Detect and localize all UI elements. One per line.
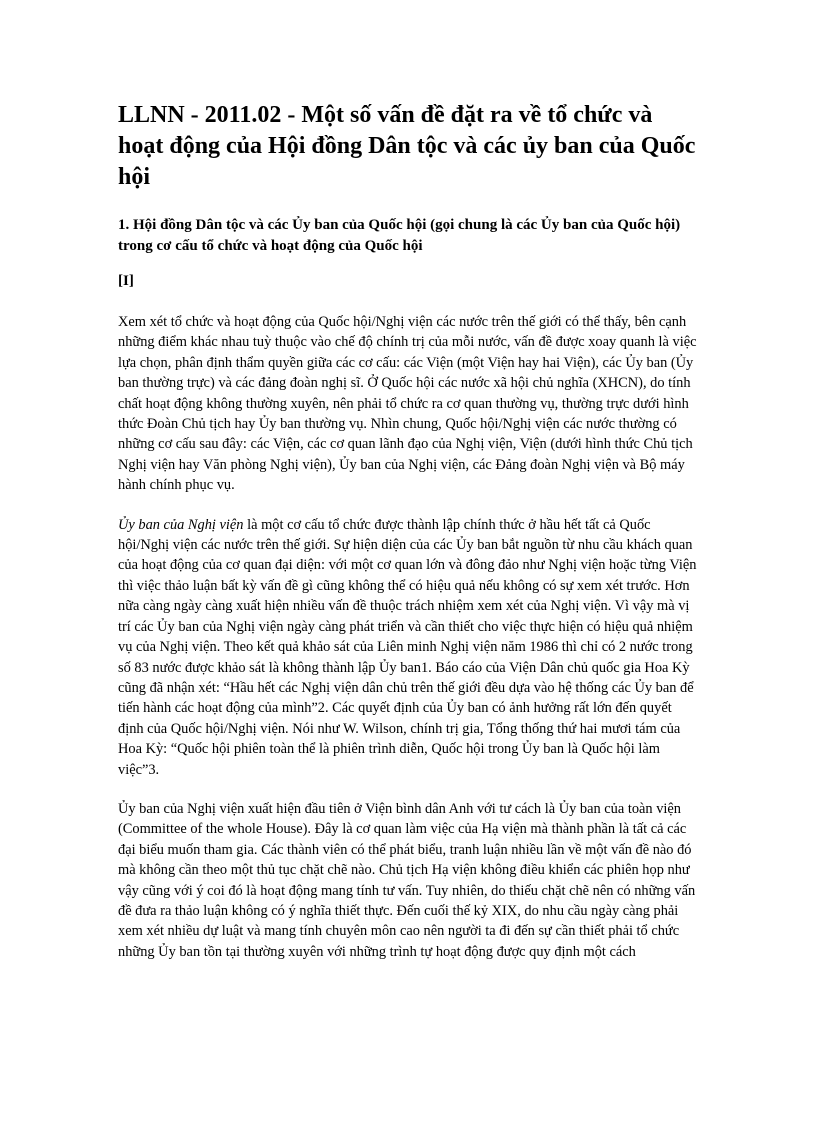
paragraph-2 [118, 515, 698, 780]
paragraph-2-text: là một cơ cấu tổ chức được thành lập chính thức ở hầu hết tất cả Quốc hội/Nghị viện các nước trên thế giới. Sự hiện diện của các Ủy ban bắt nguồn từ nhu cầu khách quan của hoạt động của cơ quan đại diện: với một cơ quan lớn và đông đảo như Nghị viện hoặc từng Viện thì việc thảo luận bất kỳ vấn đề gì cũng không thể có hiệu quả nếu không có sự xem xét trước. Hơn nữa càng ngày càng xuất hiện nhiều vấn đề thuộc trách nhiệm xem xét của Nghị viện. Vì vậy mà vị trí các Ủy ban của Nghị viện ngày càng phát triển và cần thiết cho việc thực hiện có hiệu quả nhiệm vụ của Nghị viện. Theo kết quả khảo sát của Liên minh Nghị viện năm 1986 thì chỉ có 2 nước trong số 83 nước được khảo sát là không thành lập Ủy ban1. Báo cáo của Viện Dân chủ quốc gia Hoa Kỳ cũng đã nhận xét: “Hầu hết các Nghị viện dân chủ trên thế giới đều dựa vào hệ thống các Ủy ban để tiến hành các hoạt động của mình”2. Các quyết định của Ủy ban có ảnh hưởng rất lớn đến quyết định của Quốc hội/Nghị viện. Nói như W. Wilson, chính trị gia, Tổng thống thứ hai mươi tám của Hoa Kỳ: “Quốc hội phiên toàn thể là phiên trình diễn, Quốc hội trong Ủy ban là Quốc hội làm việc”3. [118, 516, 697, 778]
paragraph-3: Ủy ban của Nghị viện xuất hiện đầu tiên ở Viện bình dân Anh với tư cách là Ủy ban của toàn viện (Committee of the whole House). Đây là cơ quan làm việc của Hạ viện mà thành phần là tất cả các đại biểu muốn tham gia. Các thành viên có thể phát biểu, tranh luận nhiều lần về một vấn đề nào đó mà không cần theo một thủ tục chặt chẽ nào. Chủ tịch Hạ viện không điều khiển các phiên họp như vậy cũng với ý coi đó là hoạt động mang tính tư vấn. Tuy nhiên, do thiếu chặt chẽ nên có những vấn đề đưa ra thảo luận không có ý nghĩa thiết thực. Đến cuối thế kỷ XIX, do nhu cầu ngày càng phải xem xét nhiều dự luật và mang tính chuyên môn cao nên người ta đi đến sự cần thiết phải tổ chức những Ủy ban tồn tại thường xuyên với những trình tự hoạt động được quy định một cách [118, 800, 696, 960]
section-heading: 1. Hội đồng Dân tộc và các Ủy ban của Quốc hội (gọi chung là các Ủy ban của Quốc hội) trong cơ cấu tổ chức và hoạt động của Quốc hội [118, 217, 681, 254]
document-title: LLNN - 2011.02 - Một số vấn đề đặt ra về tổ chức và hoạt động của Hội đồng Dân tộc và các ủy ban của Quốc hội [118, 102, 696, 190]
paragraph-2-italic-term: Ủy ban của Nghị viện [118, 516, 244, 533]
paragraph-1: Xem xét tổ chức và hoạt động của Quốc hội/Nghị viện các nước trên thế giới có thể thấy, bên cạnh những điểm khác nhau tuỳ thuộc vào chế độ chính trị của mỗi nước, vấn đề được xoay quanh là việc lựa chọn, phân định thẩm quyền giữa các cơ cấu: các Viện (một Viện hay hai Viện), các Ủy ban (Ủy ban thường trực) và các đảng đoàn nghị sĩ. Ở Quốc hội các nước xã hội chủ nghĩa (XHCN), do tính chất hoạt động không thường xuyên, nên phải tổ chức ra cơ quan thường vụ, thường trực dưới hình thức Đoàn Chủ tịch hay Ủy ban thường vụ. Nhìn chung, Quốc hội/Nghị viện các nước thường có những cơ cấu sau đây: các Viện, các cơ quan lãnh đạo của Nghị viện, Viện (dưới hình thức Chủ tịch Nghị viện hay Văn phòng Nghị viện), Ủy ban của Nghị viện, các Đảng đoàn Nghị viện và Bộ máy hành chính phục vụ. [118, 314, 697, 494]
document-page [118, 100, 698, 981]
section-marker: [I] [118, 273, 134, 289]
